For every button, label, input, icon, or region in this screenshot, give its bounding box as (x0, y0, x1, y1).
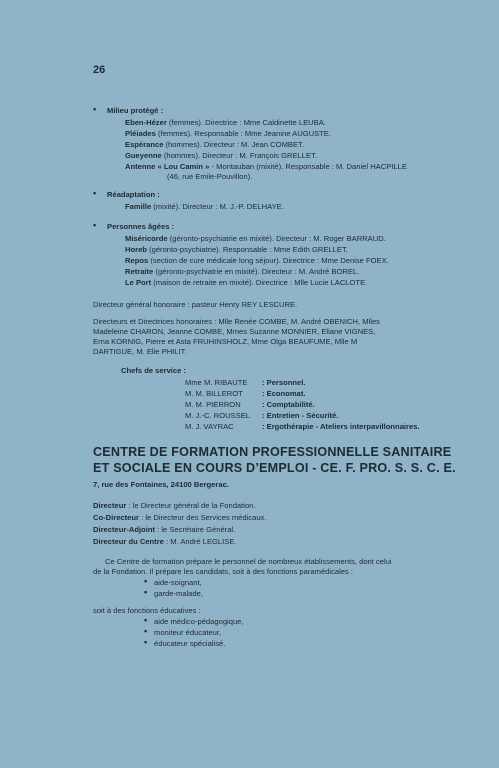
establishment-details: (femmes). Responsable : Mme Jeanine AUGUSTE. (155, 129, 331, 138)
milieu-line (125, 162, 407, 172)
establishment-name: Horeb (125, 245, 147, 254)
staff-label: Directeur du Centre (93, 537, 164, 546)
chef-name: Mme M. RIBAUTE (185, 378, 248, 387)
staff-line (93, 525, 235, 535)
establishment-name: Eben-Hézer (125, 118, 167, 127)
honorary-directors-line: Erna KORNIG, Pierre et Asta FRUHINSHOLZ, Mme Olga BEAUFUME, Mlle M (93, 337, 358, 346)
educative-intro: soit à des fonctions éducatives : (93, 606, 201, 615)
establishment-details: (géronto-psychiatrie). Responsable : Mme Edith GRELLET. (146, 245, 348, 254)
bullet-icon: • (144, 587, 148, 597)
centre-intro-line: de la Fondation. Il prépare les candidats, soit à des fonctions paramédicales : (93, 567, 354, 576)
establishment-details: (mixité). Directeur : M. J.-P. DELHAYE. (151, 202, 284, 211)
chef-role: : Entretien - Sécurité. (262, 411, 339, 420)
personnes-line (125, 234, 386, 244)
honorary-directors-line: DARTIGUE, M. Elie PHILIT. (93, 347, 187, 356)
staff-label: Co-Directeur (93, 513, 139, 522)
establishment-details: (section de cure médicale long séjour). Directrice : Mme Denise FOEX. (148, 256, 389, 265)
establishment-name: Pléiades (125, 129, 156, 138)
readaptation-line (125, 202, 284, 212)
establishment-name: Espérance (125, 140, 164, 149)
centre-intro-line: Ce Centre de formation prépare le personnel de nombreux établissements, dont celui (105, 557, 392, 566)
chef-name: M. M. BILLEROT (185, 389, 243, 398)
establishment-name: Le Port (125, 278, 152, 287)
milieu-line (125, 129, 331, 139)
chef-role: : Ergothérapie - Ateliers interpavillonnaires. (262, 422, 420, 431)
personnes-line (125, 267, 359, 277)
section-heading-milieu: Milieu protégé : (107, 106, 164, 115)
milieu-line (125, 151, 317, 161)
milieu-line (125, 140, 304, 150)
establishment-details: (géronto-psychiatrie en mixité). Directeur : M. Roger BARRAUD. (167, 234, 386, 243)
paramedical-item: aide-soignant, (154, 578, 202, 587)
section-heading-personnes: Personnes âgées : (107, 222, 175, 231)
honorary-directors-line: Directeurs et Directrices honoraires : Mlle Renée COMBE, M. André OBENICH, Mlles (93, 317, 380, 326)
educative-item: moniteur éducateur, (154, 628, 222, 637)
page-number: 26 (93, 64, 106, 76)
bullet-icon: • (144, 615, 148, 625)
establishment-name: Miséricorde (125, 234, 168, 243)
chef-role: : Personnel. (262, 378, 306, 387)
staff-value: : le Directeur des Services médicaux. (139, 513, 267, 522)
establishment-details: (hommes). Directeur : M. Jean COMBET. (163, 140, 304, 149)
bullet-icon: • (93, 220, 97, 230)
personnes-line (125, 245, 348, 255)
establishment-name: Repos (125, 256, 149, 265)
chef-role: : Comptabilité. (262, 400, 315, 409)
establishment-details: (femmes). Directrice : Mme Caldinette LEUBA. (166, 118, 326, 127)
chef-name: M. M. PIERRON (185, 400, 241, 409)
staff-label: Directeur-Adjoint (93, 525, 156, 534)
personnes-line (125, 278, 367, 288)
staff-line (93, 501, 256, 511)
educative-item: éducateur spécialisé. (154, 639, 226, 648)
staff-value: : M. André LEGLISE. (163, 537, 237, 546)
establishment-name: Famille (125, 202, 152, 211)
milieu-address: (46, rue Emile-Pouvillon). (167, 172, 253, 181)
staff-label: Directeur (93, 501, 127, 510)
director-general-honorary: Directeur général honoraire : pasteur Henry REY LESCURE. (93, 300, 298, 309)
educative-item: aide médico-pédagogique, (154, 617, 244, 626)
establishment-details: (maison de retraite en mixité). Directrice : Mlle Lucie LACLOTE. (151, 278, 368, 287)
paramedical-item: garde-malade, (154, 589, 203, 598)
chef-name: M. J. VAYRAC (185, 422, 234, 431)
section-heading-readaptation: Réadaptation : (107, 190, 160, 199)
bullet-icon: • (144, 626, 148, 636)
staff-value: : le Secrétaire Général. (155, 525, 236, 534)
staff-line (93, 537, 237, 547)
personnes-line (125, 256, 389, 266)
bullet-icon: • (144, 576, 148, 586)
staff-value: : le Directeur général de la Fondation. (126, 501, 256, 510)
section-heading-chefs: Chefs de service : (121, 366, 186, 375)
bullet-icon: • (93, 104, 97, 114)
establishment-details: - Montauban (mixité). Responsable : M. Daniel HACPILLE (209, 162, 407, 171)
establishment-name: Retraite (125, 267, 154, 276)
establishment-details: (géronto-psychiatrie en mixité). Directeur : M. André BOREL. (153, 267, 360, 276)
bullet-icon: • (144, 637, 148, 647)
establishment-details: (hommes). Directeur : M. François GRELLET. (161, 151, 318, 160)
bullet-icon: • (93, 188, 97, 198)
centre-title-line1: CENTRE DE FORMATION PROFESSIONNELLE SANITAIRE (93, 445, 452, 459)
establishment-name: Gueyenne (125, 151, 162, 160)
centre-title-line2: ET SOCIALE EN COURS D’EMPLOI - CE. F. PRO. S. S. C. E. (93, 461, 456, 475)
staff-line (93, 513, 266, 523)
establishment-name: Antenne « Lou Camin » (125, 162, 210, 171)
chef-name: M. J.-C. ROUSSEL (185, 411, 250, 420)
milieu-line (125, 118, 326, 128)
centre-address: 7, rue des Fontaines, 24100 Bergerac. (93, 480, 229, 489)
honorary-directors-line: Madeleine CHARON, Jeanne COMBE, Mmes Suzanne MONNIER, Eliane VIGNES, (93, 327, 376, 336)
chef-role: : Economat. (262, 389, 306, 398)
